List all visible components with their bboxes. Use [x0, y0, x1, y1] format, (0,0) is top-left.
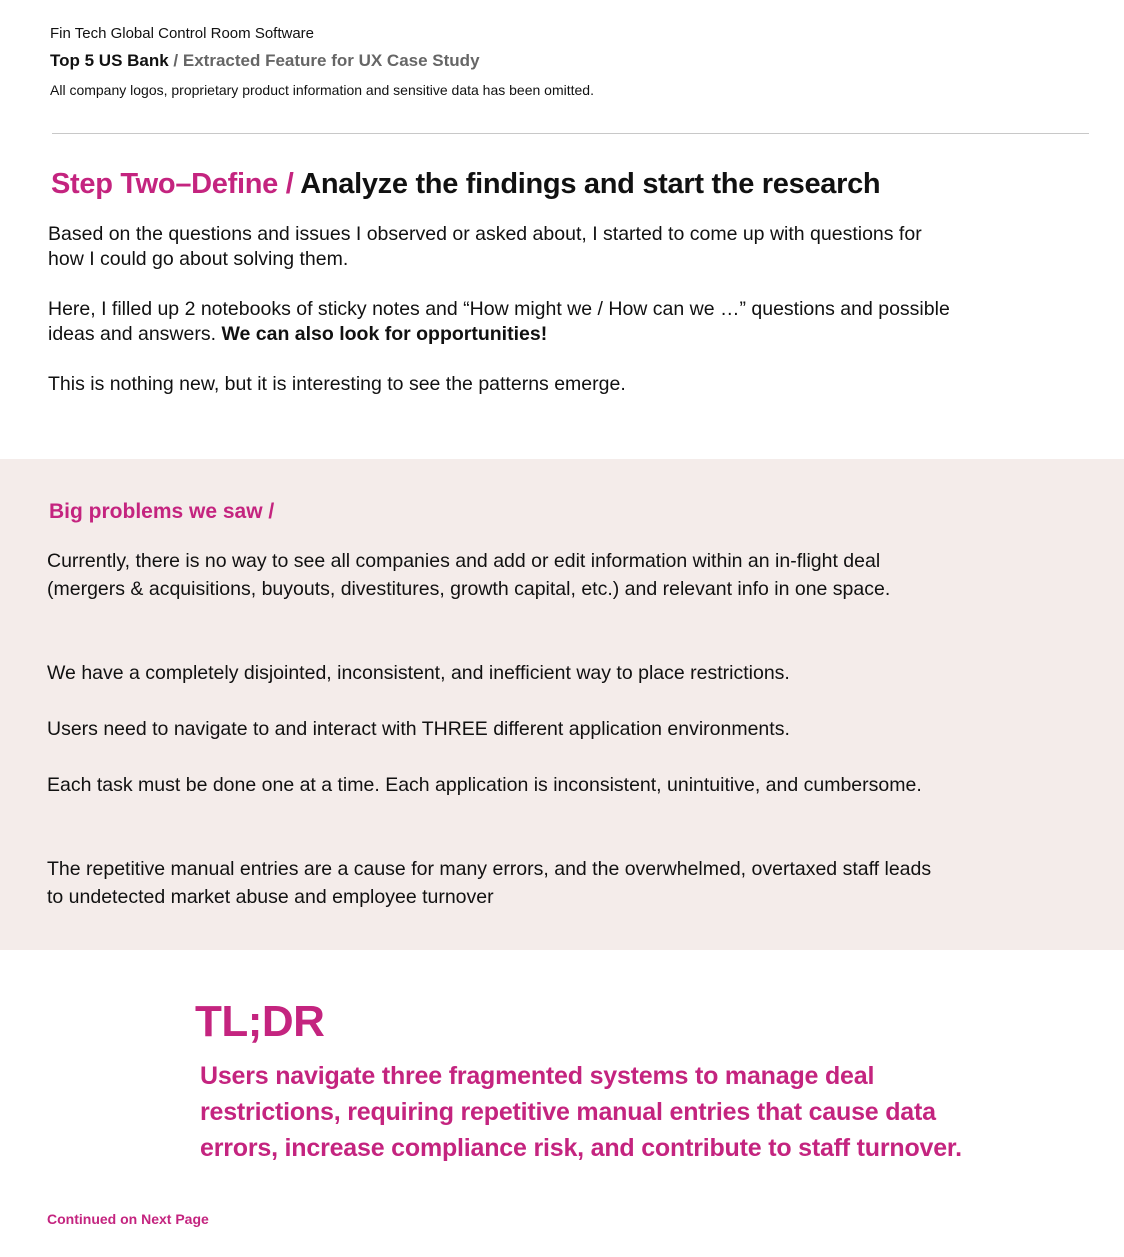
step-paragraph-text: Here, I filled up 2 notebooks of sticky notes and “How might we / How can we …” questions and possible ideas and answers. [48, 298, 950, 345]
header-divider [52, 133, 1089, 134]
step-paragraph: Based on the questions and issues I observed or asked about, I started to come up with questions for how I could go about solving them. [48, 223, 922, 270]
problems-heading: Big problems we saw / [49, 500, 275, 523]
page-subtitle: / Extracted Feature for UX Case Study [168, 51, 480, 70]
continued-note: Continued on Next Page [47, 1211, 209, 1227]
step-paragraph: This is nothing new, but it is interesting to see the patterns emerge. [48, 373, 626, 395]
problem-item: We have a completely disjointed, inconsistent, and inefficient way to place restrictions. [47, 662, 790, 684]
step-paragraph [48, 297, 958, 347]
step-label: Step Two–Define / [51, 168, 301, 200]
tldr-summary: Users navigate three fragmented systems to manage deal restrictions, requiring repetitive manual entries that cause data errors, increase compliance risk, and contribute to staff turnover. [200, 1062, 962, 1162]
disclaimer: All company logos, proprietary product information and sensitive data has been omitted. [50, 82, 594, 98]
problem-item: Each task must be done one at a time. Each application is inconsistent, unintuitive, and cumbersome. [47, 774, 922, 796]
step-title: Analyze the findings and start the research [300, 168, 881, 200]
step-paragraph-emphasis: We can also look for opportunities! [221, 323, 548, 345]
page-title [50, 51, 480, 71]
app-name: Fin Tech Global Control Room Software [50, 25, 315, 42]
problem-item: Users need to navigate to and interact with THREE different application environments. [47, 718, 790, 740]
bank-name: Top 5 US Bank [50, 51, 169, 70]
problem-item: The repetitive manual entries are a cause for many errors, and the overwhelmed, overtaxed staff leads to undetected market abuse and employee turnover [47, 858, 932, 908]
step-heading [51, 168, 880, 201]
problem-item: Currently, there is no way to see all companies and add or edit information within an in-flight deal (mergers & acquisitions, buyouts, divestitures, growth capital, etc.) and relevant info in one space. [47, 550, 891, 600]
tldr-heading: TL;DR [195, 997, 325, 1046]
